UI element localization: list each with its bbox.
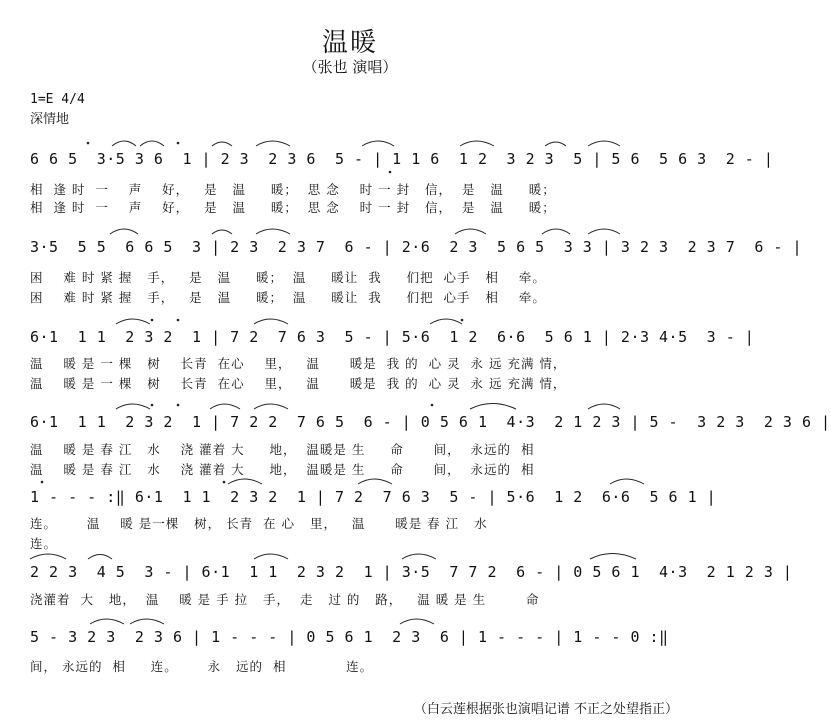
lyric-line-6: 浇灌着 大 地， 温 暖 是 手 拉 手， 走 过 的 路， 温 暖 是 生 命 (30, 592, 540, 607)
notation-line-7: 5 - 3 2 3 2 3 6 | 1 - - - | 0 5 6 1 2 3 6 | 1 - - - | 1 - - 0 :‖ (30, 628, 669, 646)
lyric-line-3a: 温 暖 是 一 棵 树 长青 在心 里， 温 暖是 我 的 心 灵 永 远 充满 情， (30, 356, 567, 371)
lyric-line-5a: 连。 温 暖 是一棵 树， 长青 在 心 里， 温 暖是 春 江 水 (30, 516, 488, 531)
lyric-line-3b: 温 暖 是 一 棵 树 长青 在心 里， 温 暖是 我 的 心 灵 永 远 充满 情， (30, 376, 567, 391)
lyric-line-1b: 相 逢 时 一 声 好， 是 温 暖； 思 念 时 一 封 信， 是 温 暖； (30, 200, 556, 215)
lyric-line-5b: 连。 (30, 536, 58, 551)
performer-subtitle: （张也 演唱） (302, 58, 398, 76)
notation-line-3: 6·1 1 1 2 3 2 1 | 7 2 7 6 3 5 - | 5·6 1 2 6·6 5 6 1 | 2·3 4·5 3 - | (30, 328, 755, 346)
expression-mark: 深情地 (30, 112, 70, 127)
notation-line-1: 6 6 5 3·5 3 6 1 | 2 3 2 3 6 5 - | 1 1 6 1 2 3 2 3 5 | 5 6 5 6 3 2 - | (30, 150, 774, 168)
notation-line-2: 3·5 5 5 6 6 5 3 | 2 3 2 3 7 6 - | 2·6 2 3 5 6 5 3 3 | 3 2 3 2 3 7 6 - | (30, 238, 802, 256)
transcriber-note: （白云莲根据张也演唱记谱 不正之处望指正） (413, 702, 678, 717)
lyric-line-2b: 困 难 时 紧 握 手， 是 温 暖； 温 暖让 我 们把 心手 相 牵。 (30, 290, 546, 305)
lyric-line-4b: 温 暖 是 春 江 水 浇 灌着 大 地， 温暖是 生 命 间， 永远的 相 (30, 462, 535, 477)
lyric-line-2a: 困 难 时 紧 握 手， 是 温 暖； 温 暖让 我 们把 心手 相 牵。 (30, 270, 546, 285)
notation-line-5: 1 - - - :‖ 6·1 1 1 2 3 2 1 | 7 2 7 6 3 5 - | 5·6 1 2 6·6 5 6 1 | (30, 488, 717, 506)
lyric-line-4a: 温 暖 是 春 江 水 浇 灌着 大 地， 温暖是 生 命 间， 永远的 相 (30, 442, 535, 457)
key-signature: 1=E 4/4 (30, 92, 85, 107)
notation-line-4: 6·1 1 1 2 3 2 1 | 7 2 2 7 6 5 6 - | 0 5 6 1 4·3 2 1 2 3 | 5 - 3 2 3 2 3 6 | (30, 413, 831, 431)
notation-line-6: 2 2 3 4 5 3 - | 6·1 1 1 2 3 2 1 | 3·5 7 7 2 6 - | 0 5 6 1 4·3 2 1 2 3 | (30, 563, 793, 581)
lyric-line-1a: 相 逢 时 一 声 好， 是 温 暖； 思 念 时 一 封 信， 是 温 暖； (30, 182, 556, 197)
lyric-line-7: 间， 永远的 相 连。 永 远的 相 连。 (30, 659, 374, 674)
page-title: 温暖 (321, 28, 378, 58)
